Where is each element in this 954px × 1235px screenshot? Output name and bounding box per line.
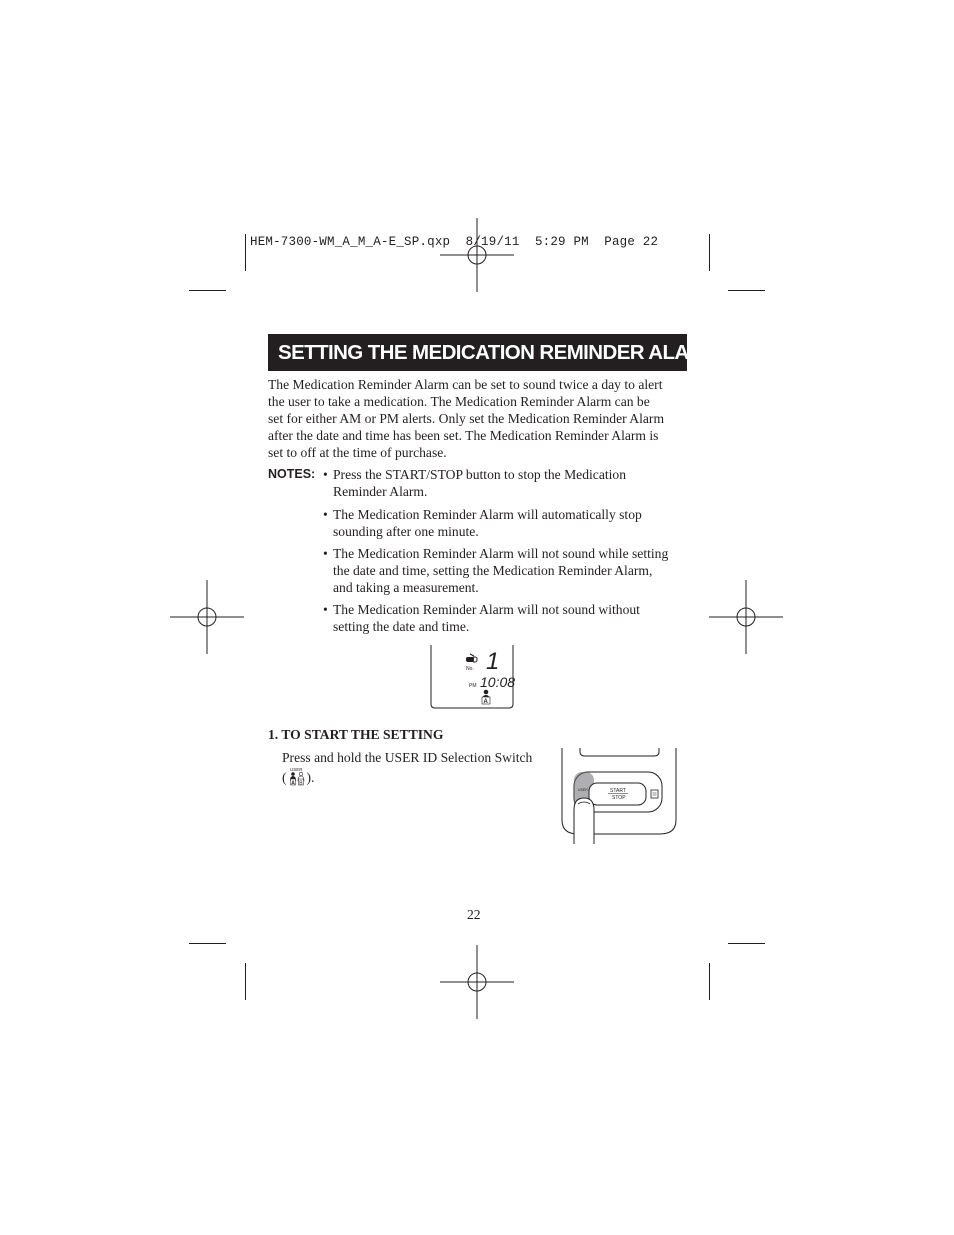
time-display: 10:08 bbox=[480, 674, 516, 690]
note-line: The Medication Reminder Alarm will automatically stop bbox=[333, 507, 642, 522]
note-line: The Medication Reminder Alarm will not sound without bbox=[333, 602, 640, 617]
user-a-icon bbox=[482, 690, 490, 705]
user-a-letter: A bbox=[483, 699, 488, 705]
registration-mark-right bbox=[709, 580, 783, 654]
stop-label: STOP bbox=[612, 795, 626, 801]
memo-icon bbox=[651, 790, 658, 798]
user-icon-label: USER bbox=[289, 767, 303, 772]
crop-mark-bottom-left-horizontal bbox=[189, 943, 226, 944]
bullet: • bbox=[323, 602, 328, 617]
crop-mark-top-left-horizontal bbox=[189, 290, 226, 291]
start-label: START bbox=[610, 788, 626, 794]
icon-b-letter: B bbox=[298, 780, 303, 786]
note-line: setting the date and time. bbox=[333, 619, 470, 634]
page-number: 22 bbox=[467, 907, 481, 922]
registration-mark-top bbox=[440, 218, 514, 292]
bullet: • bbox=[323, 507, 328, 522]
intro-line: set to off at the time of purchase. bbox=[268, 445, 447, 460]
finger-icon bbox=[574, 798, 594, 844]
step-1-title: 1. TO START THE SETTING bbox=[268, 727, 444, 742]
note-item bbox=[323, 466, 626, 500]
note-line: Press the START/STOP button to stop the Medication bbox=[333, 467, 627, 482]
pm-label: PM bbox=[469, 683, 477, 689]
note-line: the date and time, setting the Medication Reminder Alarm, bbox=[333, 563, 653, 578]
intro-line: after the date and time has been set. The Medication Reminder Alarm is bbox=[268, 428, 659, 443]
crop-mark-bottom-right-horizontal bbox=[728, 943, 765, 944]
lcd-display-illustration bbox=[428, 645, 518, 711]
step-1-text bbox=[282, 749, 532, 786]
crop-mark-top-right-vertical bbox=[709, 234, 710, 271]
note-item bbox=[323, 506, 642, 540]
registration-mark-left bbox=[170, 580, 244, 654]
crop-mark-top-right-horizontal bbox=[728, 290, 765, 291]
note-line: Reminder Alarm. bbox=[333, 484, 428, 499]
intro-line: The Medication Reminder Alarm can be set to sound twice a day to alert bbox=[268, 377, 663, 392]
intro-line: set for either AM or PM alerts. Only set the Medication Reminder Alarm bbox=[268, 411, 665, 426]
user-id-switch-icon bbox=[287, 766, 307, 786]
section-title: SETTING THE MEDICATION REMINDER ALARM bbox=[268, 334, 687, 371]
crop-mark-bottom-left-vertical bbox=[245, 963, 246, 1000]
device-user-label: USER bbox=[578, 788, 588, 792]
intro-paragraph bbox=[268, 376, 688, 461]
bullet: • bbox=[323, 546, 328, 561]
note-line: The Medication Reminder Alarm will not sound while setting bbox=[333, 546, 669, 561]
alarm-number: 1 bbox=[486, 648, 500, 675]
step-1-line: Press and hold the USER ID Selection Switch bbox=[282, 750, 533, 765]
open-paren: ( bbox=[282, 770, 287, 785]
intro-line: the user to take a medication. The Medication Reminder Alarm can be bbox=[268, 394, 650, 409]
notes-label: NOTES: bbox=[268, 467, 316, 481]
bullet: • bbox=[323, 467, 328, 482]
crop-mark-bottom-right-vertical bbox=[709, 963, 710, 1000]
no-label: No. bbox=[466, 666, 474, 672]
medication-icon bbox=[466, 654, 477, 662]
start-stop-button bbox=[589, 783, 646, 805]
registration-mark-bottom bbox=[440, 945, 514, 1019]
note-item bbox=[323, 545, 668, 596]
note-line: and taking a measurement. bbox=[333, 580, 479, 595]
note-line: sounding after one minute. bbox=[333, 524, 479, 539]
crop-mark-top-left-vertical bbox=[245, 234, 246, 271]
print-file-header: HEM-7300-WM_A_M_A-E_SP.qxp 8/19/11 5:29 PM Page 22 bbox=[250, 235, 659, 249]
device-illustration bbox=[558, 748, 680, 844]
icon-a-letter: A bbox=[290, 780, 295, 786]
note-item bbox=[323, 601, 640, 635]
close-paren: ). bbox=[306, 770, 315, 785]
